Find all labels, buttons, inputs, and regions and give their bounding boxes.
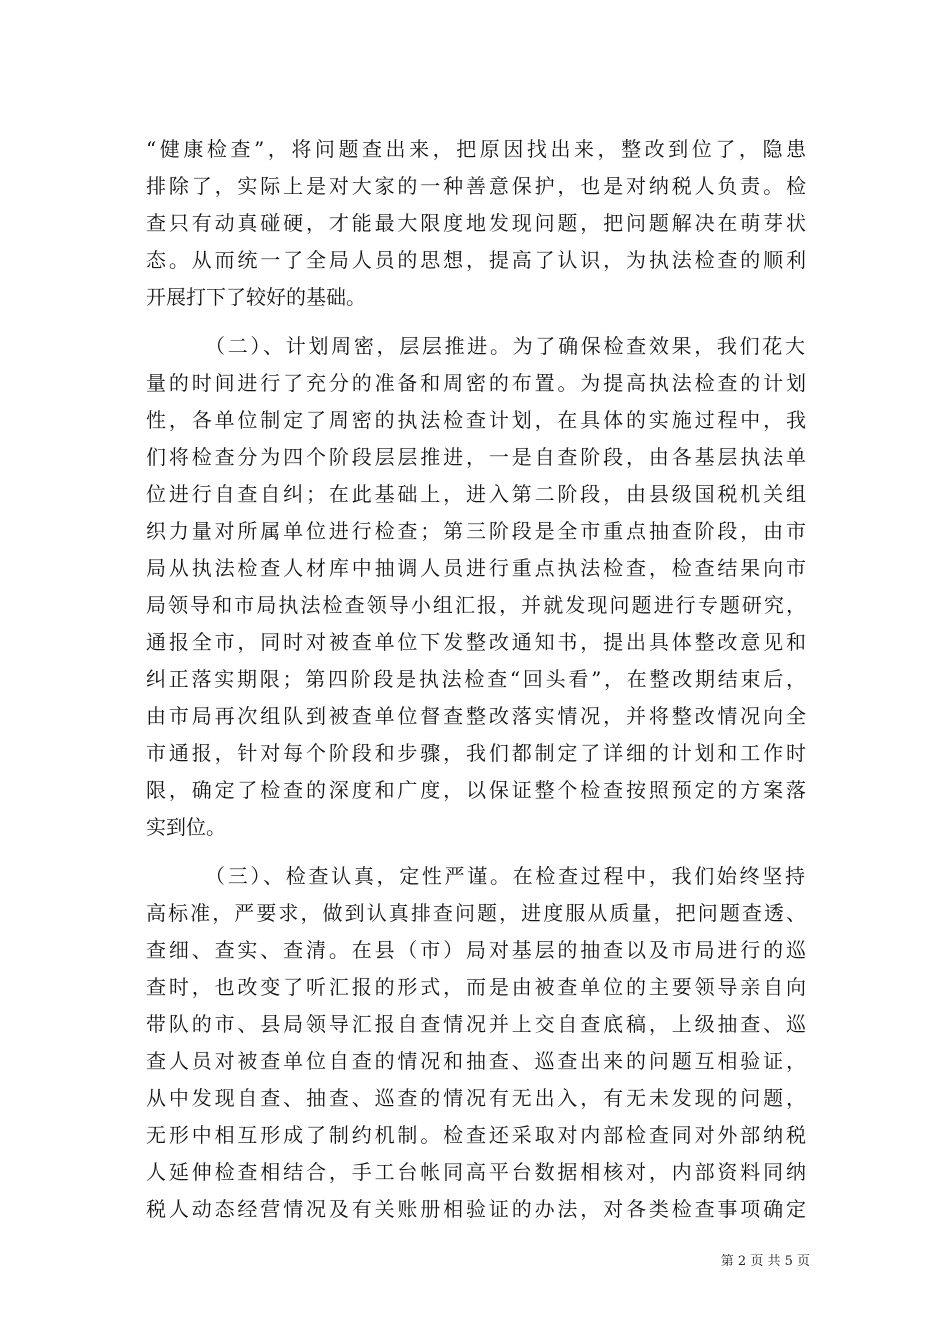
body-text-line: 限，确定了检查的深度和广度，以保证整个检查按照预定的方案落 bbox=[146, 778, 806, 802]
body-text-line: 开展打下了较好的基础。 bbox=[146, 285, 366, 309]
body-text-line: 纠正落实期限；第四阶段是执法检查“回头看”，在整改期结束后， bbox=[146, 667, 806, 691]
body-text-line: 性，各单位制定了周密的执法检查计划，在具体的实施过程中，我 bbox=[146, 408, 806, 432]
body-text-line: 查细、查实、查清。在县（市）局对基层的抽查以及市局进行的巡 bbox=[146, 938, 806, 962]
body-text-line: 市通报，针对每个阶段和步骤，我们都制定了详细的计划和工作时 bbox=[146, 741, 806, 765]
body-text-line: 通报全市，同时对被查单位下发整改通知书，提出具体整改意见和 bbox=[146, 630, 806, 654]
body-text-line: 态。从而统一了全局人员的思想，提高了认识，为执法检查的顺利 bbox=[146, 248, 806, 272]
body-text-line: 税人动态经营情况及有关账册相验证的办法，对各类检查事项确定 bbox=[146, 1197, 806, 1221]
body-text-line: 人延伸检查相结合，手工台帐同高平台数据相核对，内部资料同纳 bbox=[146, 1160, 806, 1184]
body-text-line: 查时，也改变了听汇报的形式，而是由被查单位的主要领导亲自向 bbox=[146, 975, 806, 999]
body-text-line: 们将检查分为四个阶段层层推进，一是自查阶段，由各基层执法单 bbox=[146, 445, 806, 469]
body-text-line: 从中发现自查、抽查、巡查的情况有无出入，有无未发现的问题， bbox=[146, 1086, 806, 1110]
body-text-line: 实到位。 bbox=[146, 815, 226, 839]
section-heading-line: （二）、计划周密，层层推进。为了确保检查效果，我们花大 bbox=[205, 334, 805, 358]
body-text-line: 无形中相互形成了制约机制。检查还采取对内部检查同对外部纳税 bbox=[146, 1123, 806, 1147]
body-text-line: 局从执法检查人材库中抽调人员进行重点执法检查，检查结果向市 bbox=[146, 556, 806, 580]
body-text-line: “健康检查”，将问题查出来，把原因找出来，整改到位了，隐患 bbox=[146, 137, 806, 161]
body-text-line: 量的时间进行了充分的准备和周密的布置。为提高执法检查的计划 bbox=[146, 371, 806, 395]
section-heading-line: （三）、检查认真，定性严谨。在检查过程中，我们始终坚持 bbox=[205, 864, 805, 888]
body-text-line: 织力量对所属单位进行检查；第三阶段是全市重点抽查阶段，由市 bbox=[146, 519, 806, 543]
body-text-line: 带队的市、县局领导汇报自查情况并上交自查底稿，上级抽查、巡 bbox=[146, 1012, 806, 1036]
body-text-line: 查人员对被查单位自查的情况和抽查、巡查出来的问题互相验证， bbox=[146, 1049, 806, 1073]
body-text-line: 高标准，严要求，做到认真排查问题，进度服从质量，把问题查透、 bbox=[146, 901, 806, 925]
body-text-line: 位进行自查自纠；在此基础上，进入第二阶段，由县级国税机关组 bbox=[146, 482, 806, 506]
body-text-line: 局领导和市局执法检查领导小组汇报，并就发现问题进行专题研究， bbox=[146, 593, 806, 617]
body-text-line: 排除了，实际上是对大家的一种善意保护，也是对纳税人负责。检 bbox=[146, 174, 806, 198]
body-text-line: 由市局再次组队到被查单位督查整改落实情况，并将整改情况向全 bbox=[146, 704, 806, 728]
body-text-line: 查只有动真碰硬，才能最大限度地发现问题，把问题解决在萌芽状 bbox=[146, 211, 806, 235]
page-number: 第 2 页 共 5 页 bbox=[720, 1254, 810, 1269]
